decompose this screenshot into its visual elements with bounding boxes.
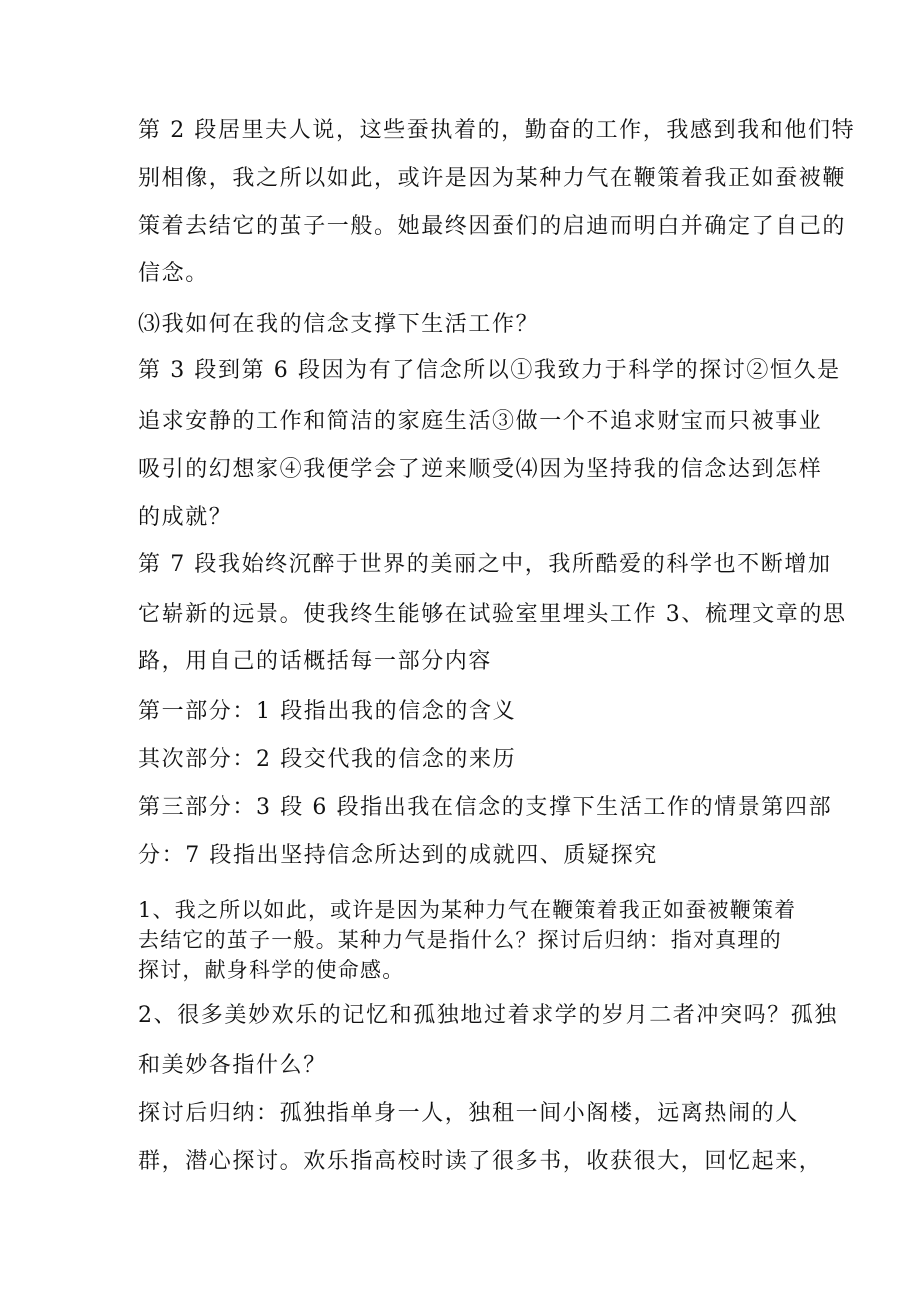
text-line: 路，用自己的话概括每一部分内容 — [138, 649, 493, 674]
text-line: 群，潜心探讨。欢乐指高校时读了很多书，收获很大，回忆起来， — [138, 1149, 823, 1174]
text-line: 第 7 段我始终沉醉于世界的美丽之中，我所酷爱的科学也不断增加 — [138, 552, 832, 577]
text-line: 第 3 段到第 6 段因为有了信念所以①我致力于科学的探讨②恒久是 — [138, 358, 841, 383]
text-line: 其次部分：2 段交代我的信念的来历 — [138, 747, 517, 772]
text-line: 分：7 段指出坚持信念所达到的成就四、质疑探究 — [138, 843, 658, 868]
text-line: 第三部分：3 段 6 段指出我在信念的支撑下生活工作的情景第四部 — [138, 795, 833, 820]
text-line: 1、我之所以如此，或许是因为某种力气在鞭策着我正如蚕被鞭策着 — [138, 898, 797, 922]
text-line: 策着去结它的茧子一般。她最终因蚕们的启迪而明白并确定了自己的 — [138, 214, 847, 239]
text-line: 别相像，我之所以如此，或许是因为某种力气在鞭策着我正如蚕被鞭 — [138, 166, 847, 191]
text-line: 2、很多美妙欢乐的记忆和孤独地过着求学的岁月二者冲突吗？孤独 — [138, 1003, 838, 1028]
text-line: 吸引的幻想家④我便学会了逆来顺受⑷因为坚持我的信念达到怎样 — [138, 457, 823, 482]
text-line: 信念。 — [138, 261, 209, 286]
text-line: 追求安静的工作和简洁的家庭生活③做一个不追求财宝而只被事业 — [138, 409, 823, 434]
text-line: 去结它的茧子一般。某种力气是指什么？探讨后归纳：指对真理的 — [138, 928, 782, 952]
text-line: ⑶我如何在我的信念支撑下生活工作？ — [138, 312, 540, 337]
text-line: 第 2 段居里夫人说，这些蚕执着的，勤奋的工作，我感到我和他们特 — [138, 118, 856, 143]
text-line: 和美妙各指什么？ — [138, 1053, 327, 1078]
text-line: 它崭新的远景。使我终生能够在试验室里埋头工作 3、梳理文章的思 — [138, 602, 847, 627]
text-line: 探讨，献身科学的使命感。 — [138, 958, 405, 982]
text-line: 的成就？ — [138, 505, 233, 530]
text-line: 第一部分：1 段指出我的信念的含义 — [138, 699, 517, 724]
text-line: 探讨后归纳：孤独指单身一人，独租一间小阁楼，远离热闹的人 — [138, 1101, 799, 1126]
